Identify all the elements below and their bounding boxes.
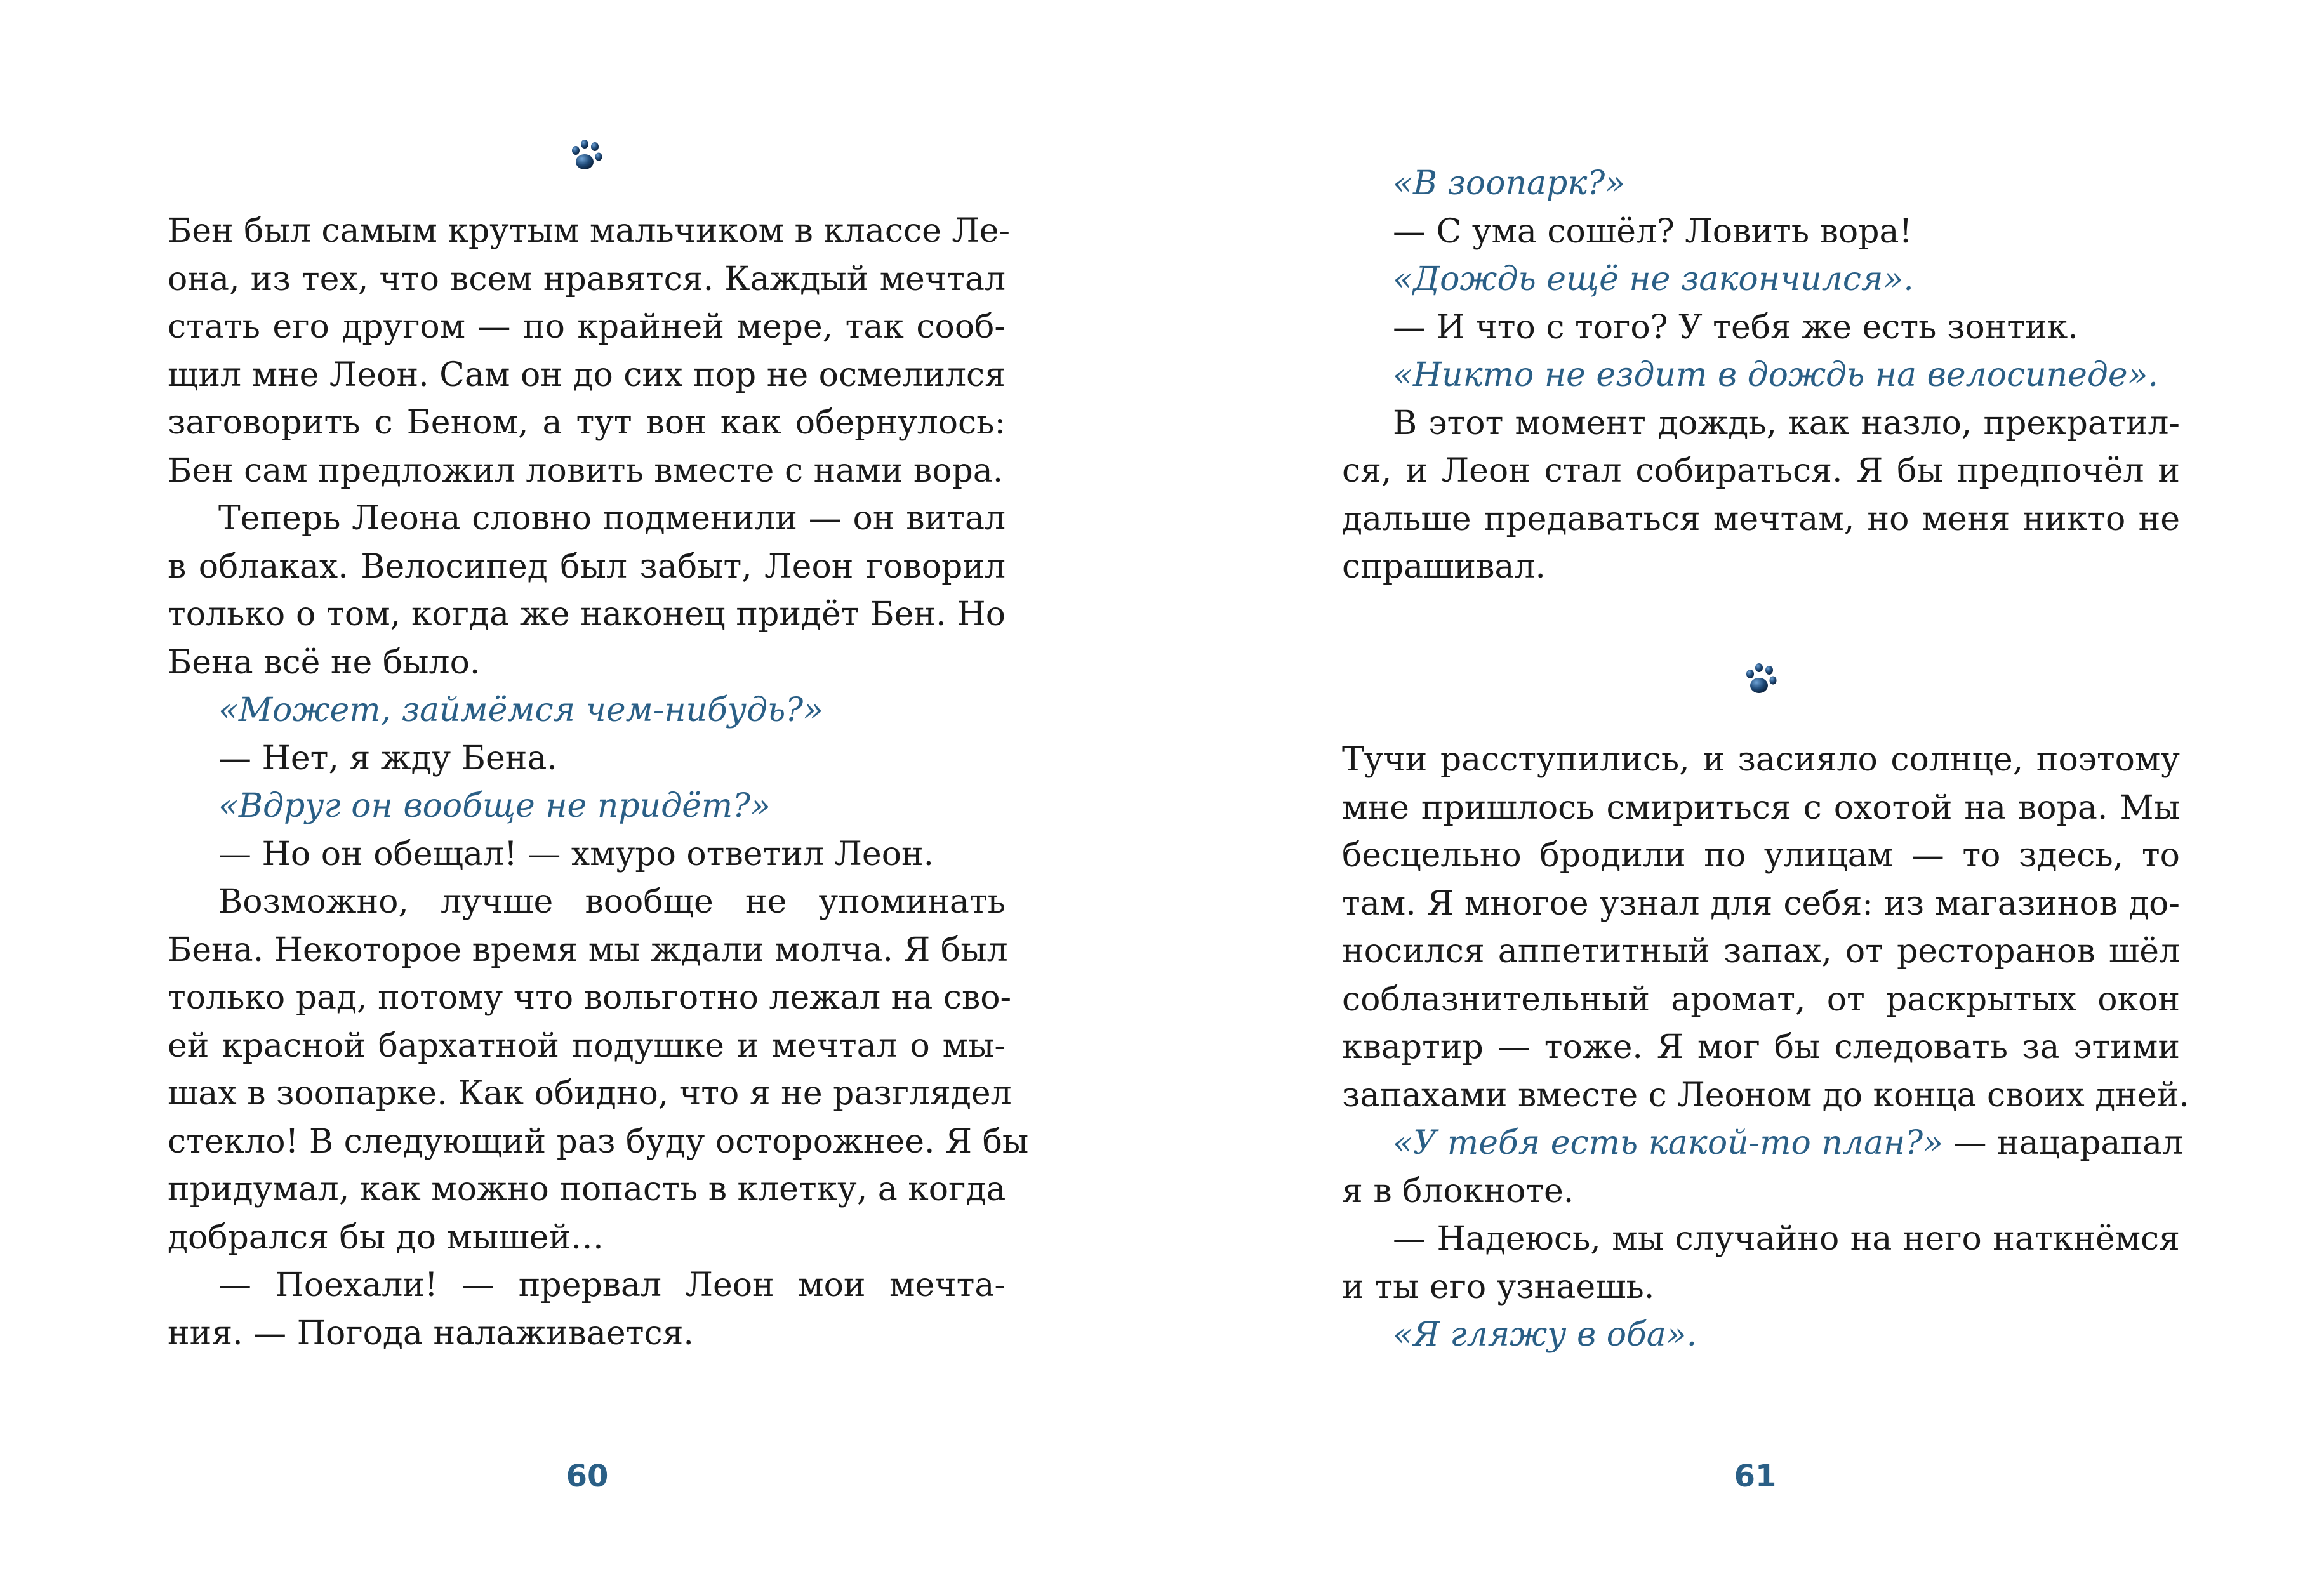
text-line: мне пришлось смириться с охотой на вора. Мы: [1342, 788, 2180, 827]
text-line: ся, и Леон стал собираться. Я бы предпочёл и: [1342, 452, 2180, 490]
text-line: Теперь Леона словно подменили — он витал: [218, 499, 1006, 538]
text-line: в облаках. Велосипед был забыт, Леон говорил: [168, 547, 1006, 586]
thought-line: «Вдруг он вообще не придёт?»: [218, 787, 771, 825]
text-line: Бена. Некоторое время мы ждали молча. Я был: [168, 930, 1008, 969]
text-line: заговорить с Беном, а тут вон как обернулось:: [168, 404, 1006, 442]
text-line: Тучи расступились, и засияло солнце, поэтому: [1342, 741, 2180, 779]
thought-line: «Дождь ещё не закончился».: [1393, 260, 1914, 298]
thought-line: «Никто не ездит в дождь на велосипеде».: [1393, 356, 2158, 394]
text-line: квартир — тоже. Я мог бы следовать за этими: [1342, 1028, 2180, 1066]
right-page-text-bottom: [1342, 736, 2189, 1359]
text-line: там. Я многое узнал для себя: из магазинов до-: [1342, 884, 2180, 923]
text-line: она, из тех, что всем нравятся. Каждый мечтал: [168, 260, 1006, 298]
text-line: — Но он обещал! — хмуро ответил Леон.: [218, 835, 934, 873]
page-number-right: 61: [1734, 1458, 1777, 1494]
text-line: только рад, потому что вольготно лежал на сво-: [168, 979, 1012, 1017]
paw-print-icon: [568, 136, 606, 175]
paw-print-icon: [1743, 660, 1781, 698]
thought-line: «Может, займёмся чем-нибудь?»: [218, 691, 823, 729]
text-line: носился аппетитный запах, от ресторанов шёл: [1342, 932, 2180, 970]
text-line: дальше предаваться мечтам, но меня никто не: [1342, 499, 2180, 538]
thought-fragment: «У тебя есть какой-то план?»: [1393, 1124, 1943, 1162]
text-line: стать его другом — по крайней мере, так сооб-: [168, 308, 1006, 346]
text-line: — С ума сошёл? Ловить вора!: [1393, 212, 1913, 251]
text-line: — Надеюсь, мы случайно на него наткнёмся: [1393, 1220, 2180, 1258]
text-line: только о том, когда же наконец придёт Бен. Но: [168, 595, 1006, 633]
text-line: В этот момент дождь, как назло, прекратил-: [1393, 404, 2180, 442]
text-line: бесцельно бродили по улицам — то здесь, то: [1342, 837, 2180, 875]
text-line: ния. — Погода налаживается.: [168, 1314, 694, 1352]
text-line: — И что с того? У тебя же есть зонтик.: [1393, 308, 2078, 347]
text-line: придумал, как можно попасть в клетку, а когда: [168, 1170, 1006, 1208]
text-line: — Нет, я жду Бена.: [218, 739, 557, 777]
text-line: Возможно, лучше вообще не упоминать: [218, 883, 1006, 921]
text-line: соблазнительный аромат, от раскрытых окон: [1342, 980, 2180, 1019]
text-line: щил мне Леон. Сам он до сих пор не осмелился: [168, 355, 1006, 394]
text-line: Бен сам предложил ловить вместе с нами вора.: [168, 451, 1004, 490]
thought-line: «В зоопарк?»: [1393, 164, 1626, 202]
text-line: [1342, 1120, 2184, 1168]
text-line: стекло! В следующий раз буду осторожнее. Я бы: [168, 1122, 1029, 1161]
text-line: Бена всё не было.: [168, 643, 481, 682]
narration-fragment: — нацарапал: [1942, 1124, 2184, 1162]
text-line: — Поехали! — прервал Леон мои мечта-: [218, 1266, 1006, 1304]
text-line: Бен был самым крутым мальчиком в классе Ле-: [168, 212, 1011, 250]
text-line: шах в зоопарке. Как обидно, что я не разглядел: [168, 1075, 1012, 1113]
page-number-left: 60: [566, 1458, 609, 1494]
text-line: я в блокноте.: [1342, 1172, 1574, 1210]
text-line: и ты его узнаешь.: [1342, 1267, 1655, 1306]
text-line: ей красной бархатной подушке и мечтал о мы-: [168, 1026, 1006, 1065]
left-page-text: [168, 208, 1029, 1358]
thought-line: «Я гляжу в оба».: [1393, 1316, 1697, 1354]
text-line: запахами вместе с Леоном до конца своих дней.: [1342, 1076, 2189, 1114]
text-line: спрашивал.: [1342, 548, 1546, 586]
text-line: добрался бы до мышей…: [168, 1218, 604, 1257]
right-page-text-top: [1342, 160, 2180, 592]
